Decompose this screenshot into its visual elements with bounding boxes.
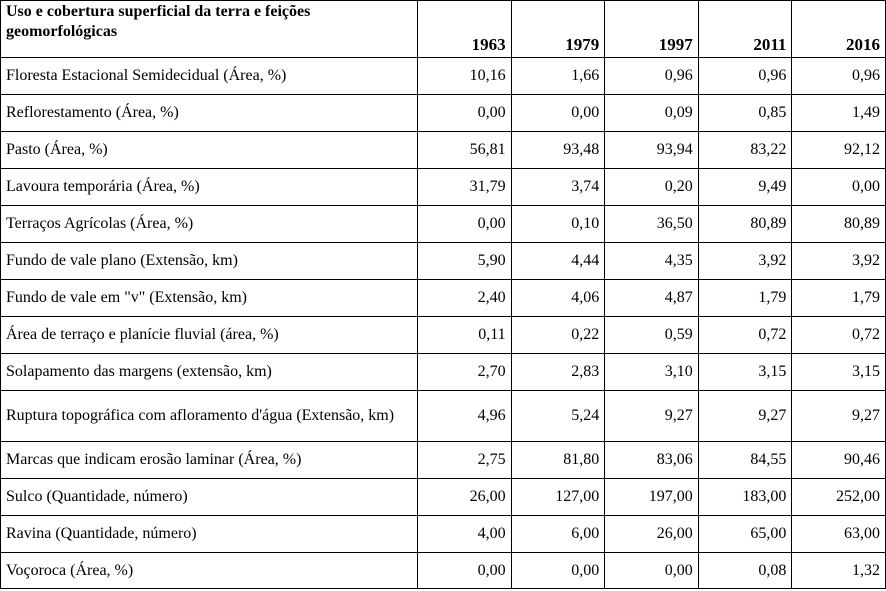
- row-value: 252,00: [792, 479, 886, 516]
- row-label: Solapamento das margens (extensão, km): [1, 354, 418, 391]
- row-value: 0,00: [418, 206, 512, 243]
- row-label: Floresta Estacional Semidecidual (Área, %): [1, 58, 418, 95]
- row-value: 3,15: [698, 354, 792, 391]
- row-value: 2,40: [418, 280, 512, 317]
- table-row: [1, 132, 886, 169]
- row-value: 5,90: [418, 243, 512, 280]
- table-row: [1, 391, 886, 442]
- row-value: 1,32: [792, 553, 886, 589]
- row-value: 0,00: [605, 553, 699, 589]
- row-value: 83,06: [605, 442, 699, 479]
- row-value: 4,06: [511, 280, 605, 317]
- row-value: 1,66: [511, 58, 605, 95]
- row-value: 56,81: [418, 132, 512, 169]
- row-value: 36,50: [605, 206, 699, 243]
- row-value: 9,49: [698, 169, 792, 206]
- row-value: 3,92: [698, 243, 792, 280]
- row-value: 0,10: [511, 206, 605, 243]
- row-value: 0,85: [698, 95, 792, 132]
- row-value: 5,24: [511, 391, 605, 442]
- row-label: Área de terraço e planície fluvial (área, %): [1, 317, 418, 354]
- row-value: 0,00: [792, 169, 886, 206]
- row-label: Ravina (Quantidade, número): [1, 516, 418, 553]
- row-value: 1,79: [698, 280, 792, 317]
- table-body: [1, 58, 886, 589]
- row-value: 3,15: [792, 354, 886, 391]
- table-row: [1, 442, 886, 479]
- row-value: 4,44: [511, 243, 605, 280]
- row-label: Reflorestamento (Área, %): [1, 95, 418, 132]
- row-value: 183,00: [698, 479, 792, 516]
- row-value: 90,46: [792, 442, 886, 479]
- row-value: 3,92: [792, 243, 886, 280]
- row-value: 0,96: [698, 58, 792, 95]
- row-value: 9,27: [792, 391, 886, 442]
- table-row: [1, 516, 886, 553]
- row-value: 0,72: [698, 317, 792, 354]
- row-value: 2,75: [418, 442, 512, 479]
- row-value: 4,96: [418, 391, 512, 442]
- row-value: 0,96: [792, 58, 886, 95]
- row-value: 197,00: [605, 479, 699, 516]
- row-label: Lavoura temporária (Área, %): [1, 169, 418, 206]
- row-value: 81,80: [511, 442, 605, 479]
- row-value: 3,10: [605, 354, 699, 391]
- row-value: 93,48: [511, 132, 605, 169]
- row-label: Fundo de vale em "v" (Extensão, km): [1, 280, 418, 317]
- header-year: 2011: [698, 1, 792, 58]
- row-value: 0,11: [418, 317, 512, 354]
- table-row: [1, 206, 886, 243]
- row-value: 2,83: [511, 354, 605, 391]
- row-value: 0,00: [418, 95, 512, 132]
- row-value: 3,74: [511, 169, 605, 206]
- row-value: 4,00: [418, 516, 512, 553]
- row-value: 26,00: [605, 516, 699, 553]
- row-value: 0,59: [605, 317, 699, 354]
- row-label: Fundo de vale plano (Extensão, km): [1, 243, 418, 280]
- row-value: 0,08: [698, 553, 792, 589]
- row-value: 65,00: [698, 516, 792, 553]
- table-row: [1, 243, 886, 280]
- table-row: [1, 280, 886, 317]
- row-value: 93,94: [605, 132, 699, 169]
- table-row: [1, 317, 886, 354]
- row-value: 80,89: [698, 206, 792, 243]
- header-year: 1997: [605, 1, 699, 58]
- row-value: 0,00: [418, 553, 512, 589]
- table-row: [1, 95, 886, 132]
- row-value: 26,00: [418, 479, 512, 516]
- row-value: 0,00: [511, 553, 605, 589]
- header-label: Uso e cobertura superficial da terra e feições geomorfológicas: [1, 1, 418, 58]
- row-label: Marcas que indicam erosão laminar (Área, %): [1, 442, 418, 479]
- row-label: Terraços Agrícolas (Área, %): [1, 206, 418, 243]
- row-value: 9,27: [698, 391, 792, 442]
- row-value: 92,12: [792, 132, 886, 169]
- row-label: Pasto (Área, %): [1, 132, 418, 169]
- row-label: Voçoroca (Área, %): [1, 553, 418, 589]
- header-year: 1979: [511, 1, 605, 58]
- row-value: 80,89: [792, 206, 886, 243]
- row-value: 0,96: [605, 58, 699, 95]
- row-value: 0,72: [792, 317, 886, 354]
- table-header: [1, 1, 886, 58]
- table-row: [1, 58, 886, 95]
- table-row: [1, 479, 886, 516]
- row-value: 31,79: [418, 169, 512, 206]
- row-value: 6,00: [511, 516, 605, 553]
- row-value: 83,22: [698, 132, 792, 169]
- row-label: Ruptura topográfica com afloramento d'água (Extensão, km): [1, 391, 418, 442]
- row-value: 4,87: [605, 280, 699, 317]
- row-value: 127,00: [511, 479, 605, 516]
- header-row: [1, 1, 886, 58]
- row-value: 9,27: [605, 391, 699, 442]
- row-value: 0,20: [605, 169, 699, 206]
- row-value: 63,00: [792, 516, 886, 553]
- header-year: 2016: [792, 1, 886, 58]
- row-value: 0,22: [511, 317, 605, 354]
- row-label: Sulco (Quantidade, número): [1, 479, 418, 516]
- row-value: 4,35: [605, 243, 699, 280]
- table-row: [1, 169, 886, 206]
- row-value: 1,79: [792, 280, 886, 317]
- header-year: 1963: [418, 1, 512, 58]
- row-value: 10,16: [418, 58, 512, 95]
- row-value: 84,55: [698, 442, 792, 479]
- table-row: [1, 553, 886, 589]
- row-value: 1,49: [792, 95, 886, 132]
- row-value: 0,00: [511, 95, 605, 132]
- row-value: 2,70: [418, 354, 512, 391]
- row-value: 0,09: [605, 95, 699, 132]
- table-row: [1, 354, 886, 391]
